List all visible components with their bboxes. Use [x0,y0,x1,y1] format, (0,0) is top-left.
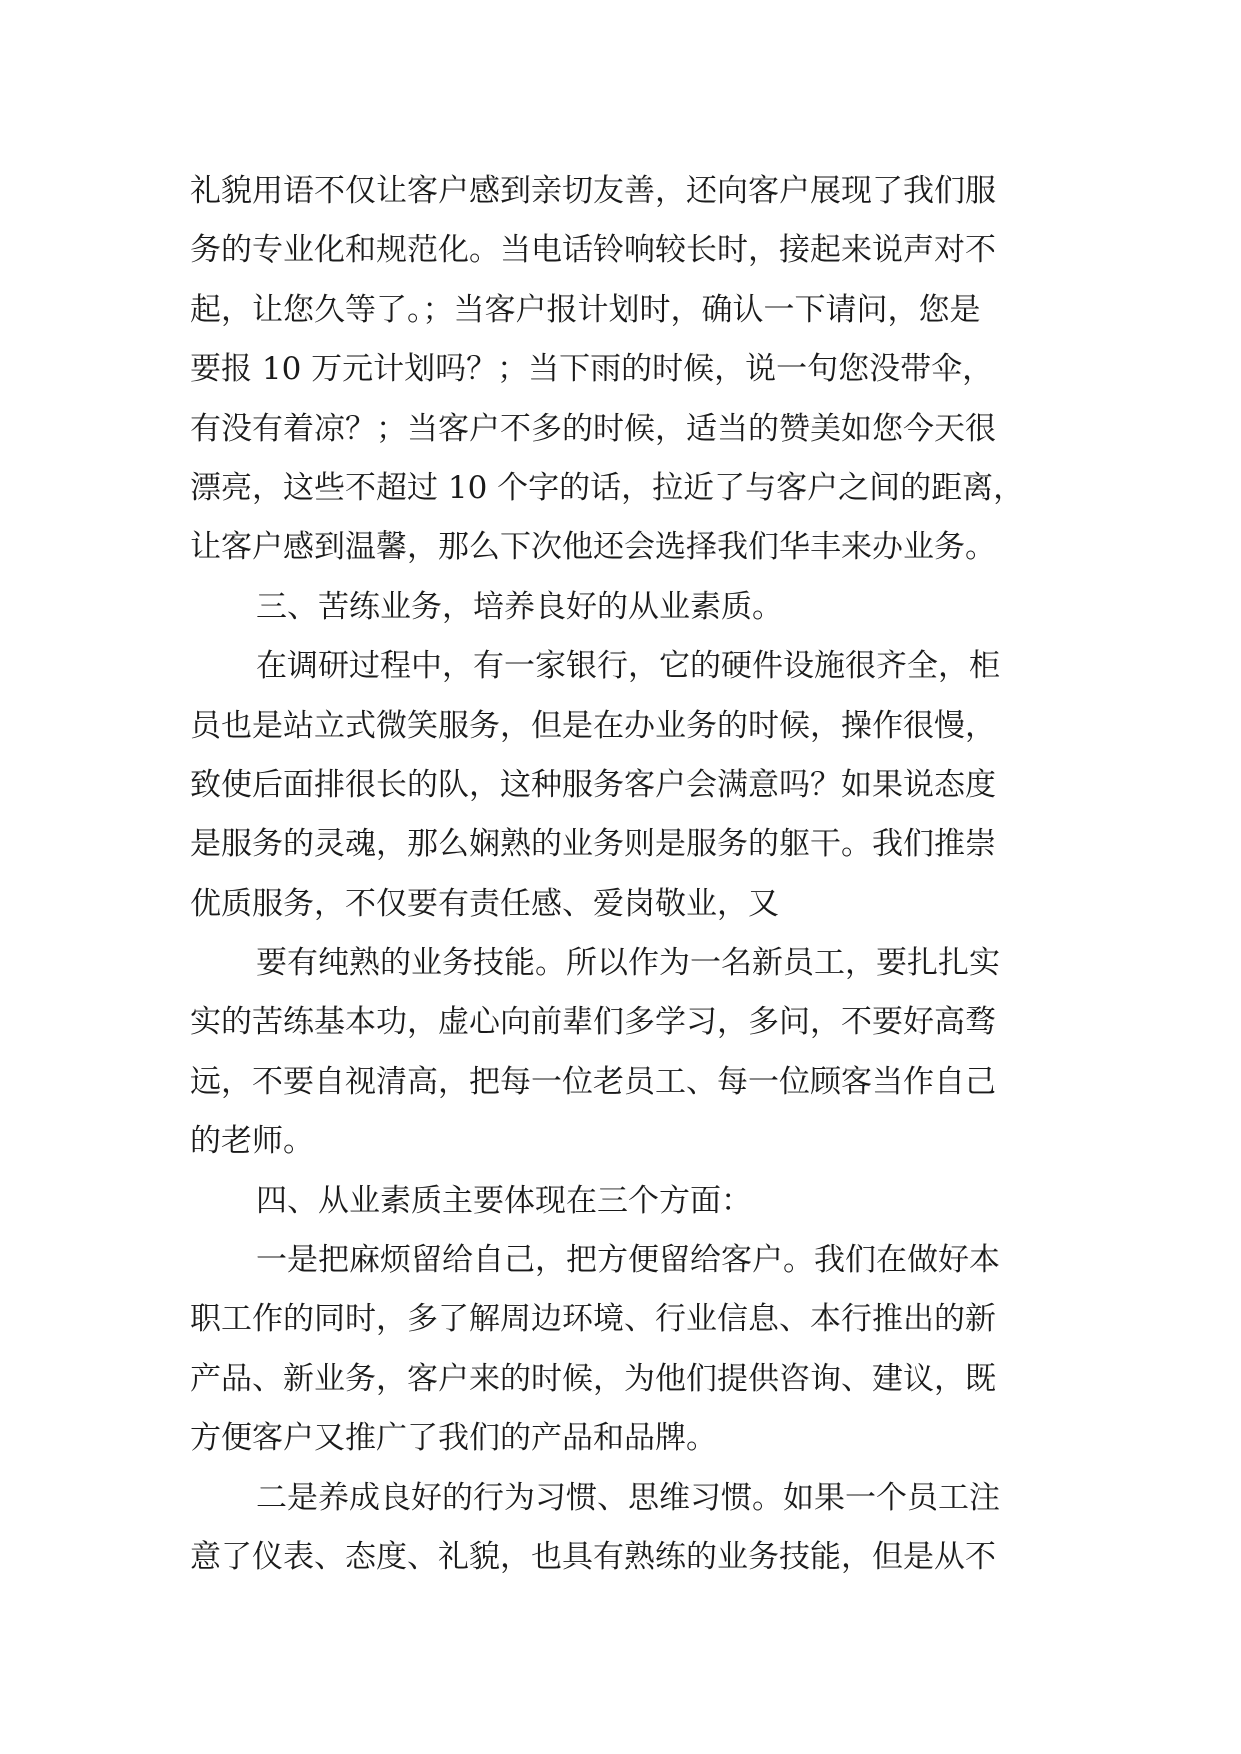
text-line: 产品、新业务，客户来的时候，为他们提供咨询、建议，既 [190,1360,996,1397]
text-line: 有没有着凉？；当客户不多的时候，适当的赞美如您今天很 [190,410,996,447]
text-line: 员也是站立式微笑服务，但是在办业务的时候，操作很慢， [190,707,996,744]
text-line: 礼貌用语不仅让客户感到亲切友善，还向客户展现了我们服 [190,173,996,209]
text-line: 是服务的灵魂，那么娴熟的业务则是服务的躯干。我们推崇 [190,826,996,863]
section-heading: 三、苦练业务，培养良好的从业素质。 [256,588,783,625]
text-line: 要报 10 万元计划吗？；当下雨的时候，说一句您没带伞， [190,351,994,388]
text-line: 起，让您久等了。；当客户报计划时，确认一下请问，您是 [190,291,981,328]
text-line: 的老师。 [190,1123,314,1160]
document-body [190,162,1070,1587]
text-line: 务的专业化和规范化。当电话铃响较长时，接起来说声对不 [190,232,996,269]
paragraph-start-line: 一是把麻烦留给自己，把方便留给客户。我们在做好本 [256,1242,1000,1279]
section-heading: 四、从业素质主要体现在三个方面： [256,1182,752,1219]
text-line: 方便客户又推广了我们的产品和品牌。 [190,1420,717,1457]
text-line: 实的苦练基本功，虚心向前辈们多学习，多问，不要好高骛 [190,1004,996,1041]
text-line: 致使后面排很长的队，这种服务客户会满意吗？如果说态度 [190,766,996,803]
paragraph-start-line: 要有纯熟的业务技能。所以作为一名新员工，要扎扎实 [256,945,1000,982]
paragraph-start-line: 二是养成良好的行为习惯、思维习惯。如果一个员工注 [256,1479,1000,1516]
text-line: 优质服务，不仅要有责任感、爱岗敬业，又 [190,885,779,922]
text-line: 意了仪表、态度、礼貌，也具有熟练的业务技能，但是从不 [190,1538,996,1575]
paragraph-start-line: 在调研过程中，有一家银行，它的硬件设施很齐全，柜 [256,648,1000,685]
text-line: 远，不要自视清高，把每一位老员工、每一位顾客当作自己 [190,1063,996,1100]
text-line: 职工作的同时，多了解周边环境、行业信息、本行推出的新 [190,1301,996,1338]
text-line: 让客户感到温馨，那么下次他还会选择我们华丰来办业务。 [190,529,996,566]
text-line: 漂亮，这些不超过 10 个字的话，拉近了与客户之间的距离， [190,469,1025,506]
